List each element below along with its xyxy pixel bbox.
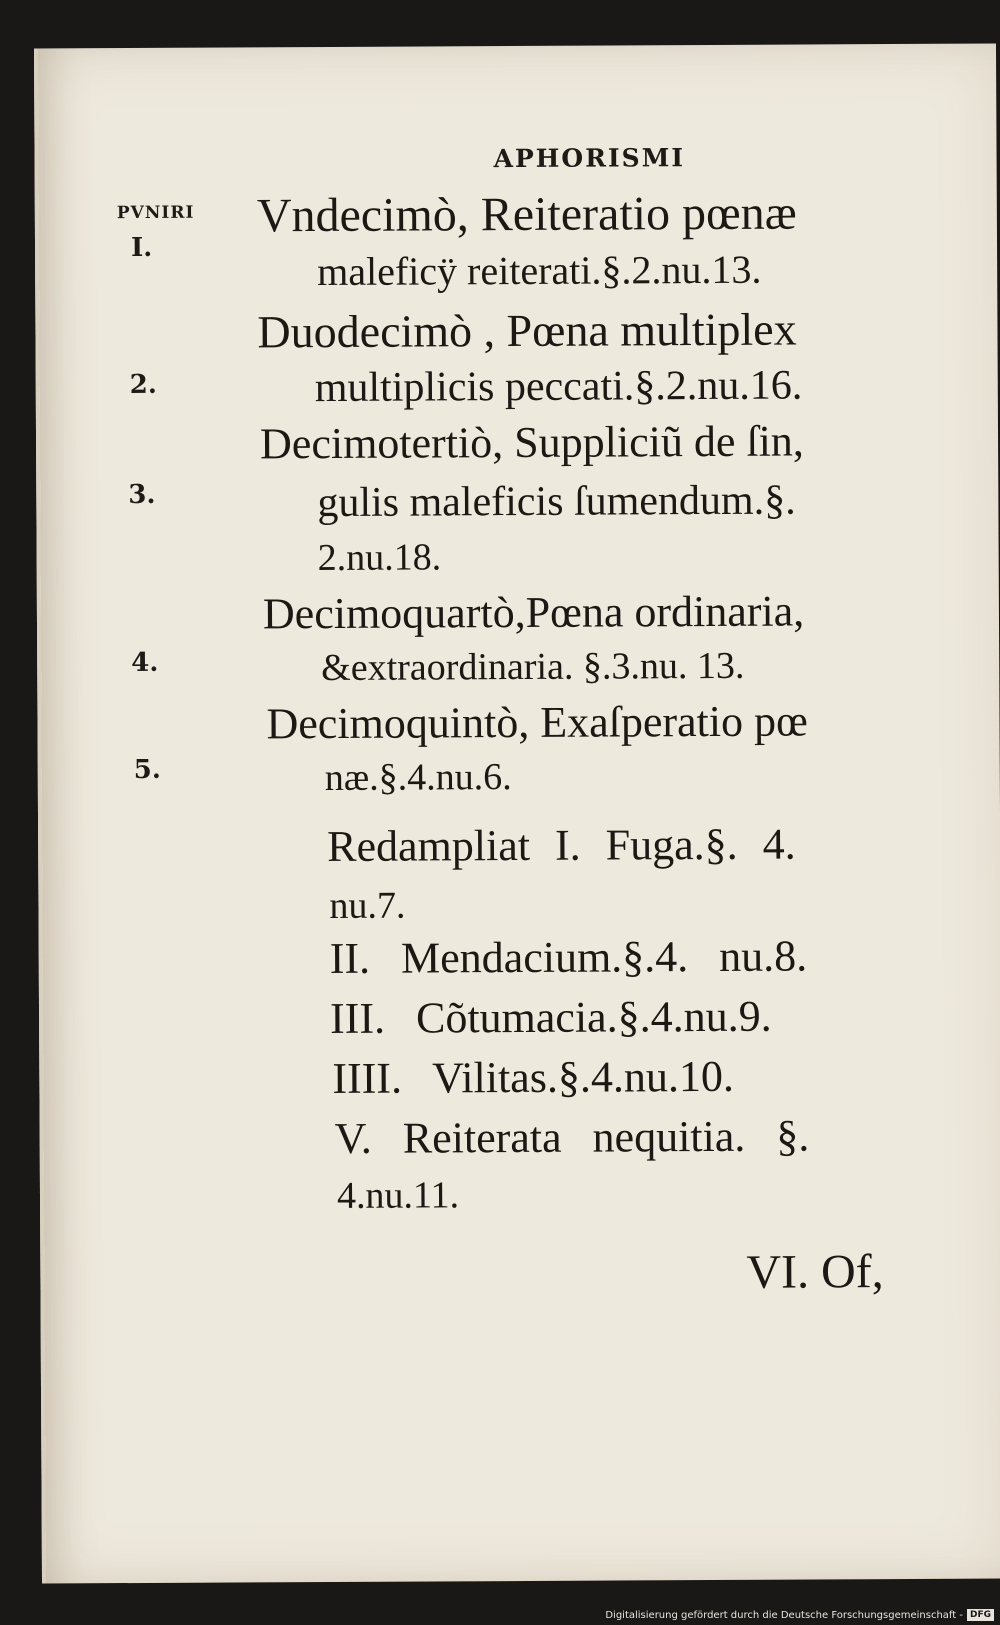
footer-text: Digitalisierung gefördert durch die Deutsche Forschungsgemeinschaft - [605,1609,963,1621]
catchword: VI. Of, [746,1245,884,1299]
text-line-8: Decimoquartò,Pœna ordinaria, [262,586,805,639]
text-line-4: multiplicis peccati.§.2.nu.16. [314,362,803,412]
running-head: APHORISMI [493,143,686,174]
text-line-15: III. Cõtumacia.§.4.nu.9. [329,991,772,1043]
digitization-footer [605,1609,994,1621]
text-line-3: Duodecimò , Pœna multiplex [257,303,797,358]
text-line-5: Decimotertiò, Suppliciũ de ſin, [259,416,804,469]
text-line-9: &extraordinaria. §.3.nu. 13. [321,644,745,690]
text-line-13: nu.7. [329,884,406,927]
margin-number-3: 3. [128,479,156,511]
text-line-2: maleficÿ reiterati.§.2.nu.13. [317,246,762,295]
margin-number-4: 4. [131,647,159,679]
text-line-12: Redampliat I. Fuga.§. 4. [327,819,796,872]
text-line-7: 2.nu.18. [317,536,442,580]
dfg-logo: DFG [967,1609,994,1621]
margin-note-head: PVNIRI [116,202,195,224]
text-line-14: II. Mendacium.§.4. nu.8. [329,931,808,983]
text-line-17: V. Reiterata nequitia. §. [334,1111,810,1163]
text-line-11: næ.§.4.nu.6. [324,756,512,800]
text-line-16: IIII. Vilitas.§.4.nu.10. [332,1051,735,1103]
page-content [38,43,1000,1583]
text-line-10: Decimoquintò, Exaſperatio pœ [266,696,808,749]
text-line-18: 4.nu.11. [336,1174,460,1217]
book-page [34,43,1000,1583]
margin-number-5: 5. [133,754,162,786]
margin-number-2: 2. [129,369,157,401]
text-line-6: gulis maleficis ſumendum.§. [317,477,796,527]
text-line-1: Vndecimò, Reiteratio pœnæ [256,186,797,243]
margin-number-1: I. [130,232,153,264]
